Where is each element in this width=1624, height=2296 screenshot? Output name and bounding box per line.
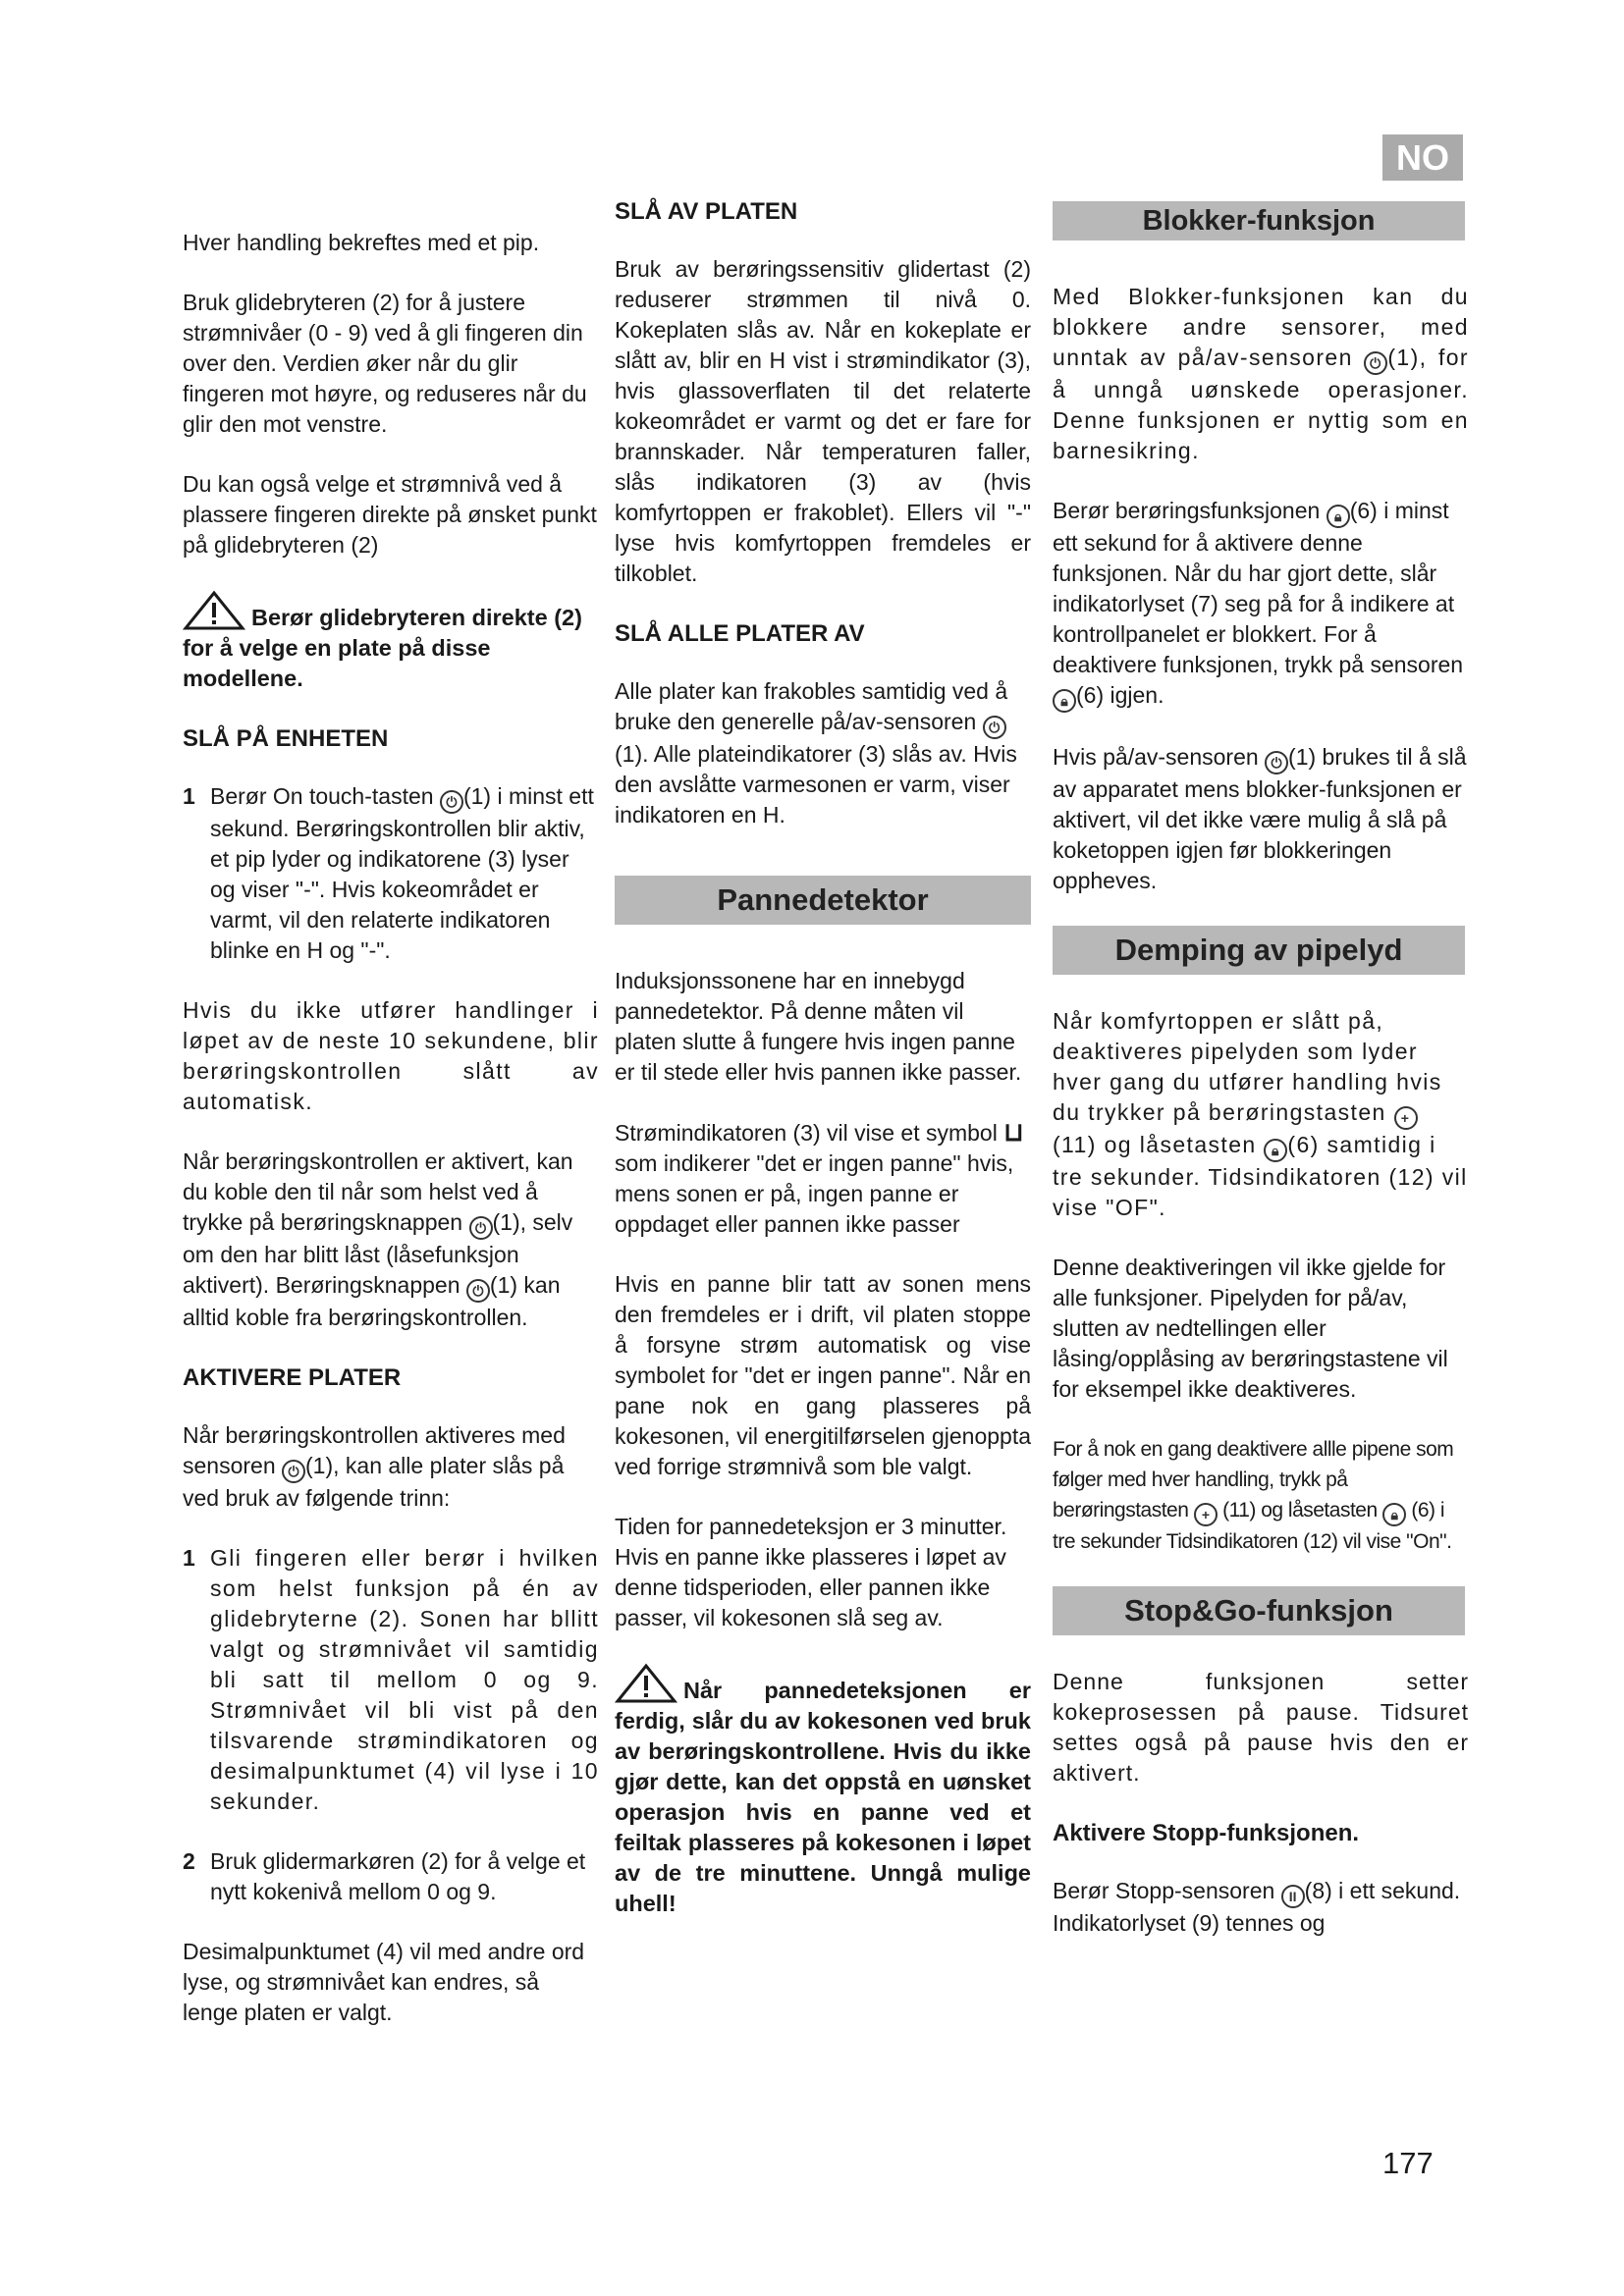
power-icon: ⏻: [440, 790, 463, 814]
power-icon: ⏻: [469, 1216, 493, 1240]
warning-icon: [615, 1663, 677, 1704]
list-item: 1 Berør On touch-tasten ⏻ (1) i minst ett sekund. Berøringskontrollen blir aktiv, et pip lyder og indikatorene (3) lyser og viser "-". Hvis kokeområdet er varmt, vil den relaterte indikatoren blinke en H og "-".: [183, 781, 599, 966]
plus-icon: +: [1194, 1503, 1218, 1526]
paragraph: Hvis på/av-sensoren ⏻ (1) brukes til å slå av apparatet mens blokker-funksjonen er aktivert, vil det ikke være mulig å slå på koketoppen igjen før blokkeringen oppheves.: [1053, 744, 1467, 893]
warning-text: Når pannedeteksjonen er ferdig, slår du av kokesonen ved bruk av berøringskontrollene. Hvis du ikke gjør dette, kan det oppstå en uønsket operasjon hvis en panne ved et feiltak plasseres på kokesonen i løpet av de tre minuttene. Unngå mulige uhell!: [615, 1678, 1031, 1916]
section-heading: SLÅ ALLE PLATER AV: [615, 620, 865, 647]
paragraph: Desimalpunktumet (4) vil med andre ord lyse, og strømnivået kan endres, så lenge platen er valgt.: [183, 1939, 585, 2025]
paragraph: Berør berøringsfunksjonen 🔒︎ (6) i minst ett sekund for å aktivere denne funksjonen. Når du har gjort dette, slår indikatorlyset (7) seg på for å indikere at kontrollpanelet er blokkert. For å deaktivere funksjonen, trykk på sensoren 🔒︎ (6) igjen.: [1053, 496, 1469, 713]
paragraph: Alle plater kan frakobles samtidig ved å bruke den generelle på/av-sensoren ⏻ (1). Alle plateindikatorer (3) slås av. Hvis den avslåtte varmesonen er varm, viser indikatoren en H.: [615, 678, 1017, 828]
section-heading: Aktivere Stopp-funksjonen.: [1053, 1820, 1360, 1846]
pause-icon: II: [1281, 1885, 1305, 1908]
paragraph: Induksjonssonene har en innebygd pannedetektor. På denne måten vil platen slutte å fungere hvis ingen panne er til stede eller hvis pannen ikke passer.: [615, 968, 1022, 1085]
paragraph: Når berøringskontrollen aktiveres med sensoren ⏻ (1), kan alle plater slås på ved bruk av følgende trinn:: [183, 1422, 566, 1511]
no-pan-symbol-icon: ⊔: [1003, 1117, 1024, 1147]
paragraph: Bruk glidebryteren (2) for å justere strømnivåer (0 - 9) ved å gli fingeren din over den. Verdien øker når du glir fingeren mot høyre, og reduseres når du glir den mot venstre.: [183, 290, 587, 437]
paragraph: Hver handling bekreftes med et pip.: [183, 230, 540, 255]
item-number: 1: [183, 1545, 195, 1571]
power-icon: ⏻: [466, 1279, 490, 1303]
item-number: 1: [183, 783, 195, 809]
list-item: 2 Bruk glidermarkøren (2) for å velge et nytt kokenivå mellom 0 og 9.: [183, 1846, 599, 1907]
power-icon: ⏻: [282, 1460, 305, 1483]
paragraph: Denne funksjonen setter kokeprosessen på pause. Tidsuret settes også på pause hvis den er aktivert.: [1053, 1669, 1469, 1786]
column-1: [183, 187, 599, 2057]
lock-icon: 🔒︎: [1264, 1139, 1287, 1162]
paragraph: Hvis en panne blir tatt av sonen mens den fremdeles er i drift, vil platen stoppe å forsyne strøm automatisk og vise symbolet for "det er ingen panne". Når en pane nok en gang plasseres på kokesonen, vil energitilførselen gjenoppta ved forrige strømnivå som ble valgt.: [615, 1271, 1031, 1479]
power-icon: ⏻: [983, 716, 1006, 739]
lock-icon: 🔒︎: [1382, 1503, 1406, 1526]
paragraph: Bruk av berøringssensitiv glidertast (2) reduserer strømmen til nivå 0. Kokeplaten slås av. Når en kokeplate er slått av, blir en H vist i strømindikator (3), hvis glassoverflaten til det relaterte kokeområdet er varmt og det er fare for brannskader. Når temperaturen faller, slås indikatoren (3) av (hvis komfyrtoppen er frakoblet). Ellers vil "-" lyse hvis komfyrtoppen fremdeles er tilkoblet.: [615, 256, 1031, 586]
column-2: [615, 196, 1031, 1949]
section-banner: Demping av pipelyd: [1053, 926, 1465, 975]
paragraph: Du kan også velge et strømnivå ved å plassere fingeren direkte på ønsket punkt på glidebryteren (2): [183, 471, 597, 558]
paragraph: For å nok en gang deaktivere allle pipene som følger med hver handling, trykk på berøringstasten + (11) og låsetasten 🔒︎ (6) i tre sekunder Tidsindikatoren (12) vil vise "On".: [1053, 1438, 1454, 1553]
section-heading: SLÅ PÅ ENHETEN: [183, 725, 389, 752]
language-badge: NO: [1382, 134, 1463, 181]
paragraph: Når berøringskontrollen er aktivert, kan du koble den til når som helst ved å trykke på berøringsknappen ⏻ (1), selv om den har blitt låst (låsefunksjon aktivert). Berøringsknappen ⏻ (1) kan alltid koble fra berøringskontrollen.: [183, 1148, 573, 1330]
power-icon: ⏻: [1364, 351, 1387, 375]
warning-note: [615, 1663, 1031, 1919]
section-heading: SLÅ AV PLATEN: [615, 198, 798, 225]
warning-icon: [183, 590, 245, 631]
paragraph: Tiden for pannedeteksjon er 3 minutter. Hvis en panne ikke plasseres i løpet av denne tidsperioden, eller pannen ikke passer, vil kokesonen slå seg av.: [615, 1514, 1007, 1630]
lock-icon: 🔒︎: [1053, 689, 1076, 713]
plus-icon: +: [1394, 1106, 1418, 1130]
lock-icon: 🔒︎: [1326, 505, 1350, 528]
warning-text: Berør glidebryteren direkte (2) for å velge en plate på disse modellene.: [183, 605, 582, 691]
section-banner: Stop&Go-funksjon: [1053, 1586, 1465, 1635]
paragraph: Berør Stopp-sensoren II (8) i ett sekund. Indikatorlyset (9) tennes og: [1053, 1878, 1461, 1936]
section-banner: Blokker-funksjon: [1053, 201, 1465, 240]
column-3: [1053, 201, 1469, 1968]
paragraph: Strømindikatoren (3) vil vise et symbol ⊔ som indikerer "det er ingen panne" hvis, mens sonen er på, ingen panne er oppdaget eller pannen ikke passer: [615, 1117, 1024, 1237]
paragraph: Med Blokker-funksjonen kan du blokkere andre sensorer, med unntak av på/av-sensoren ⏻ (1), for å unngå uønskede operasjoner. Denne funksjonen er nyttig som en barnesikring.: [1053, 284, 1469, 463]
warning-note: [183, 590, 599, 694]
power-icon: ⏻: [1265, 751, 1288, 774]
paragraph: Hvis du ikke utfører handlinger i løpet av de neste 10 sekundene, blir berøringskontrollen slått av automatisk.: [183, 997, 599, 1114]
page-number: 177: [1382, 2146, 1434, 2180]
paragraph: Denne deaktiveringen vil ikke gjelde for alle funksjoner. Pipelyden for på/av, slutten av nedtellingen eller låsing/opplåsing av berøringstastene vil for eksempel ikke deaktiveres.: [1053, 1255, 1448, 1402]
paragraph: Når komfyrtoppen er slått på, deaktiveres pipelyden som lyder hver gang du utfører handling hvis du trykker på berøringstasten + (11) og låsetasten 🔒︎ (6) samtidig i tre sekunder. Tidsindikatoren (12) vil vise "OF".: [1053, 1008, 1468, 1220]
item-number: 2: [183, 1848, 195, 1874]
section-banner: Pannedetektor: [615, 876, 1031, 925]
section-heading: AKTIVERE PLATER: [183, 1364, 402, 1391]
list-item: 1 Gli fingeren eller berør i hvilken som helst funksjon på én av glidebryterne (2). Sonen har bllitt valgt og strømnivået vil samtidig bli satt til mellom 0 og 9. Strømnivået vil bli vist på den tilsvarende strømindikatoren og desimalpunktumet (4) vil lyse i 10 sekunder.: [183, 1543, 599, 1817]
